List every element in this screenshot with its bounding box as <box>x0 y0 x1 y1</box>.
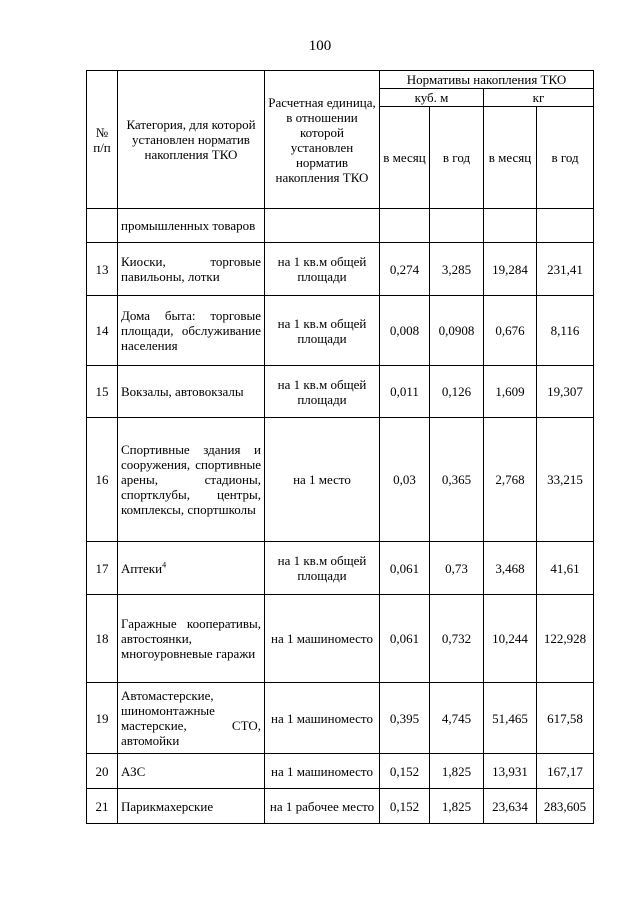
cell-kg-year: 19,307 <box>537 366 594 418</box>
cell-m3-month: 0,061 <box>380 542 430 595</box>
norms-table <box>86 70 594 824</box>
cell-num: 15 <box>87 366 118 418</box>
continuation-row <box>87 209 594 243</box>
cell-kg-month: 0,676 <box>484 296 537 366</box>
cell-category: Автомастерские, шиномонтажные мастерские, СТО, автомойки <box>118 683 265 754</box>
header-kg-year: в год <box>537 107 594 209</box>
cell-unit: на 1 кв.м общей площади <box>265 542 380 595</box>
cell-m3-month: 0,008 <box>380 296 430 366</box>
cell-kg-year: 122,928 <box>537 595 594 683</box>
table-row <box>87 789 594 824</box>
table-row <box>87 243 594 296</box>
header-m3-year: в год <box>430 107 484 209</box>
cell-m3-year: 4,745 <box>430 683 484 754</box>
cell-unit: на 1 кв.м общей площади <box>265 296 380 366</box>
cell-kg-year: 283,605 <box>537 789 594 824</box>
table-row <box>87 542 594 595</box>
cell-num: 18 <box>87 595 118 683</box>
cell-m3-year: 0,126 <box>430 366 484 418</box>
table-row <box>87 296 594 366</box>
page-number: 100 <box>308 38 332 54</box>
cell-unit: на 1 кв.м общей площади <box>265 366 380 418</box>
cell-num: 19 <box>87 683 118 754</box>
cell-unit: на 1 кв.м общей площади <box>265 243 380 296</box>
cell-m3-year: 0,732 <box>430 595 484 683</box>
table-row <box>87 754 594 789</box>
cell-kg-year: 8,116 <box>537 296 594 366</box>
cell-category: промышленных товаров <box>118 209 265 243</box>
header-cubic: куб. м <box>380 89 484 107</box>
table-row <box>87 683 594 754</box>
cell-kg-month: 3,468 <box>484 542 537 595</box>
cell-category: АЗС <box>118 754 265 789</box>
cell-num <box>87 209 118 243</box>
cell-m3-year: 0,365 <box>430 418 484 542</box>
cell-category: Парикмахерские <box>118 789 265 824</box>
cell-kg-month: 51,465 <box>484 683 537 754</box>
cell-m3-year: 0,0908 <box>430 296 484 366</box>
cell-kg-month: 1,609 <box>484 366 537 418</box>
header-m3-month: в месяц <box>380 107 430 209</box>
cell-kg-year: 231,41 <box>537 243 594 296</box>
cell-m3-month: 0,152 <box>380 754 430 789</box>
table-row <box>87 366 594 418</box>
category-text: Аптеки <box>121 560 163 576</box>
cell-unit: на 1 машиноместо <box>265 595 380 683</box>
cell-category: Спортивные здания и сооружения, спортивные арены, стадионы, спортклубы, центры, комплексы, спортшколы <box>118 418 265 542</box>
header-kg: кг <box>484 89 594 107</box>
cell-category: Вокзалы, автовокзалы <box>118 366 265 418</box>
header-unit: Расчетная единица, в отношении которой установлен норматив накопления ТКО <box>265 71 380 209</box>
cell-unit: на 1 место <box>265 418 380 542</box>
cell-m3-year: 0,73 <box>430 542 484 595</box>
cell-kg-year: 41,61 <box>537 542 594 595</box>
cell-num: 21 <box>87 789 118 824</box>
cell-m3-month: 0,03 <box>380 418 430 542</box>
cell-category: Гаражные кооперативы, автостоянки, многоуровневые гаражи <box>118 595 265 683</box>
cell-category: Киоски, торговые павильоны, лотки <box>118 243 265 296</box>
header-kg-month: в месяц <box>484 107 537 209</box>
cell-m3-year: 1,825 <box>430 754 484 789</box>
cell-m3-month: 0,011 <box>380 366 430 418</box>
cell-kg-month: 2,768 <box>484 418 537 542</box>
cell-kg-year: 33,215 <box>537 418 594 542</box>
table-row <box>87 595 594 683</box>
cell-kg-year: 617,58 <box>537 683 594 754</box>
cell-unit: на 1 рабочее место <box>265 789 380 824</box>
cell-category: Дома быта: торговые площади, обслуживание населения <box>118 296 265 366</box>
cell-num: 20 <box>87 754 118 789</box>
header-category: Категория, для которой установлен норматив накопления ТКО <box>118 71 265 209</box>
cell-category <box>118 542 265 595</box>
header-num: № п/п <box>87 71 118 209</box>
cell-kg-year: 167,17 <box>537 754 594 789</box>
cell-num: 16 <box>87 418 118 542</box>
cell-m3-month: 0,061 <box>380 595 430 683</box>
cell-unit: на 1 машиноместо <box>265 754 380 789</box>
cell-m3-year: 3,285 <box>430 243 484 296</box>
cell-num: 17 <box>87 542 118 595</box>
cell-kg-month: 13,931 <box>484 754 537 789</box>
cell-kg-month: 19,284 <box>484 243 537 296</box>
header-norms: Нормативы накопления ТКО <box>380 71 594 89</box>
cell-num: 14 <box>87 296 118 366</box>
cell-unit: на 1 машиноместо <box>265 683 380 754</box>
cell-kg-month: 23,634 <box>484 789 537 824</box>
cell-m3-year: 1,825 <box>430 789 484 824</box>
cell-kg-month: 10,244 <box>484 595 537 683</box>
cell-m3-month: 0,274 <box>380 243 430 296</box>
cell-m3-month: 0,152 <box>380 789 430 824</box>
footnote-marker: 4 <box>162 560 167 570</box>
cell-num: 13 <box>87 243 118 296</box>
table-row <box>87 418 594 542</box>
cell-m3-month: 0,395 <box>380 683 430 754</box>
